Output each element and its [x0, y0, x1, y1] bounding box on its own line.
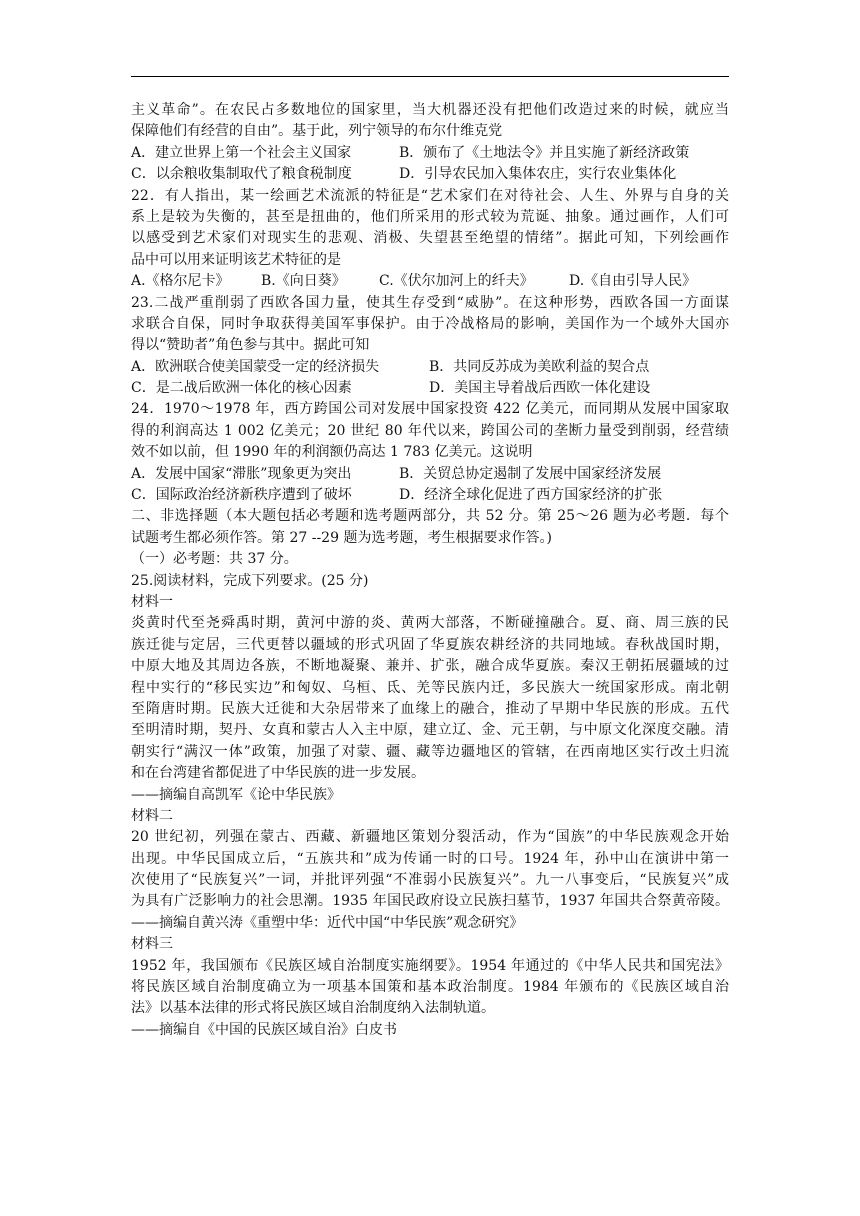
q23-option-b[interactable]: B．共同反苏成为美欧利益的契合点 — [429, 358, 650, 375]
q24-options-row — [131, 485, 731, 506]
material2-line: 次使用了“民族复兴”一词，并批评列强“不准弱小民族复兴”。九一八事变后，“民族复兴”成 — [131, 872, 729, 889]
q21-option-d[interactable]: D．引导农民加入集体农庄，实行农业集体化 — [399, 166, 677, 183]
q24-option-c[interactable]: C．国际政治经济新秩序遭到了破坏 — [131, 487, 352, 504]
material1-line: 至明清时期，契丹、女真和蒙古人入主中原，建立辽、金、元王朝，与中原文化深度交融。清 — [131, 722, 729, 739]
header-rule — [131, 76, 729, 77]
q23-option-d[interactable]: D．美国主导着战后西欧一体化建设 — [429, 380, 651, 397]
material2-line: 为具有广泛影响力的社会思潮。1935 年国民政府设立民族扫墓节，1937 年国共合祭黄帝陵。 — [131, 893, 729, 910]
material1-line: 族迁徙与定居，三代更替以疆域的形式巩固了华夏族农耕经济的共同地域。春秋战国时期， — [131, 636, 729, 653]
material2-source: ——摘编自黄兴涛《重塑中华：近代中国“中华民族”观念研究》 — [131, 914, 524, 931]
material1-line: 和在台湾建省都促进了中华民族的进一步发展。 — [131, 765, 425, 782]
q23-option-c[interactable]: C．是二战后欧洲一体化的核心因素 — [131, 380, 352, 397]
q24-stem-line: 24．1970～1978 年，西方跨国公司对发展中国家投资 422 亿美元，而同期从发展中国家取 — [131, 401, 729, 418]
material2-label: 材料二 — [131, 807, 173, 824]
q23-stem-line: 23.二战严重削弱了西欧各国力量，使其生存受到“威胁”。在这种形势，西欧各国一方面谋 — [131, 294, 729, 311]
q23-option-a[interactable]: A．欧洲联合使美国蒙受一定的经济损失 — [131, 358, 380, 375]
page-content — [131, 100, 731, 1041]
q21-stem-line: 主义革命”。在农民占多数地位的国家里，当大机器还没有把他们改造过来的时候，就应当 — [131, 102, 729, 118]
q22-stem-line: 系上是较为失衡的，甚至是扭曲的，他们所采用的形式较为荒诞、抽象。通过画作，人们可 — [131, 208, 729, 225]
material1-line: 朝实行“满汉一体”政策，加强了对蒙、疆、藏等边疆地区的管辖，在西南地区实行改土归流 — [131, 743, 729, 760]
q21-options-row — [131, 143, 731, 164]
q22-option-b[interactable]: B.《向日葵》 — [261, 273, 346, 290]
material3-line: 将民族区域自治制度确立为一项基本国策和基本政治制度。1984 年颁布的《民族区域自治 — [131, 979, 729, 996]
q22-option-d[interactable]: D.《自由引导人民》 — [569, 273, 697, 290]
q24-option-a[interactable]: A．发展中国家“滞胀”现象更为突出 — [131, 465, 352, 482]
q23-options-row — [131, 357, 731, 378]
material1-label: 材料一 — [131, 593, 173, 610]
q24-options-row — [131, 464, 731, 485]
q22-stem-line: 品中可以用来证明该艺术特征的是 — [131, 251, 341, 268]
q24-stem-line: 效不如以前，但 1990 年的利润额仍高达 1 783 亿美元。这说明 — [131, 444, 533, 461]
q24-option-d[interactable]: D．经济全球化促进了西方国家经济的扩张 — [399, 487, 663, 504]
q21-option-b[interactable]: B．颁布了《土地法令》并且实施了新经济政策 — [399, 144, 690, 161]
material1-line: 中原大地及其周边各族，不断地凝聚、兼并、扩张，融合成华夏族。秦汉王朝拓展疆域的过 — [131, 658, 729, 675]
q21-stem-line: 保障他们有经营的自由”。基于此，列宁领导的布尔什维克党 — [131, 123, 503, 140]
q22-options-row — [131, 271, 731, 292]
material3-line: 法》以基本法律的形式将民族区域自治制度纳入法制轨道。 — [131, 1000, 495, 1017]
section-heading: 试题考生都必须作答。第 27 --29 题为选考题，考生根据要求作答。) — [131, 529, 552, 546]
q21-option-a[interactable]: A．建立世界上第一个社会主义国家 — [131, 144, 352, 161]
material1-line: 至隋唐时期。民族大迁徙和大杂居带来了血缘上的融合，推动了早期中华民族的形成。五代 — [131, 700, 729, 717]
q22-option-a[interactable]: A.《格尔尼卡》 — [131, 273, 230, 290]
material2-line: 出现。中华民国成立后，“五族共和”成为传诵一时的口号。1924 年，孙中山在演讲中第一 — [131, 850, 729, 867]
material1-line: 炎黄时代至尧舜禹时期，黄河中游的炎、黄两大部落，不断碰撞融合。夏、商、周三族的民 — [131, 615, 729, 632]
q23-stem-line: 得以“赞助者”角色参与其中。据此可知 — [131, 337, 370, 354]
q22-stem-line: 以感受到艺术家们对现实生的悲观、消极、失望甚至绝望的情绪”。据此可知，下列绘画作 — [131, 230, 729, 247]
q23-options-row — [131, 378, 731, 399]
q24-option-b[interactable]: B．关贸总协定遏制了发展中国家经济发展 — [399, 465, 662, 482]
material1-line: 程中实行的“移民实边”和匈奴、乌桓、氐、羌等民族内迁，多民族大一统国家形成。南北朝 — [131, 679, 729, 696]
q21-options-row — [131, 164, 731, 185]
material3-line: 1952 年，我国颁布《民族区域自治制度实施纲要》。1954 年通过的《中华人民共和国宪法》 — [131, 957, 729, 974]
material2-line: 20 世纪初，列强在蒙古、西藏、新疆地区策划分裂活动，作为“国族”的中华民族观念开始 — [131, 829, 729, 846]
material1-source: ——摘编自高凯军《论中华民族》 — [131, 786, 341, 803]
material3-source: ——摘编自《中国的民族区域自治》白皮书 — [131, 1021, 397, 1038]
q22-stem-line: 22．有人指出，某一绘画艺术流派的特征是“艺术家们在对待社会、人生、外界与自身的关 — [131, 187, 729, 204]
subsection-heading: （一）必考题：共 37 分。 — [131, 551, 298, 568]
q25-instruction: 25.阅读材料，完成下列要求。(25 分) — [131, 572, 369, 589]
q23-stem-line: 求联合自保，同时争取获得美国军事保护。由于冷战格局的影响，美国作为一个域外大国亦 — [131, 315, 729, 332]
section-heading: 二、非选择题（本大题包括必考题和选考题两部分，共 52 分。第 25～26 题为必考题．每个 — [131, 508, 729, 525]
q22-option-c[interactable]: C.《伏尔加河上的纤夫》 — [379, 273, 534, 290]
material3-label: 材料三 — [131, 936, 173, 953]
q24-stem-line: 得的利润高达 1 002 亿美元；20 世纪 80 年代以来，跨国公司的垄断力量受到削弱，经营绩 — [131, 422, 729, 439]
q21-option-c[interactable]: C．以余粮收集制取代了粮食税制度 — [131, 166, 352, 183]
